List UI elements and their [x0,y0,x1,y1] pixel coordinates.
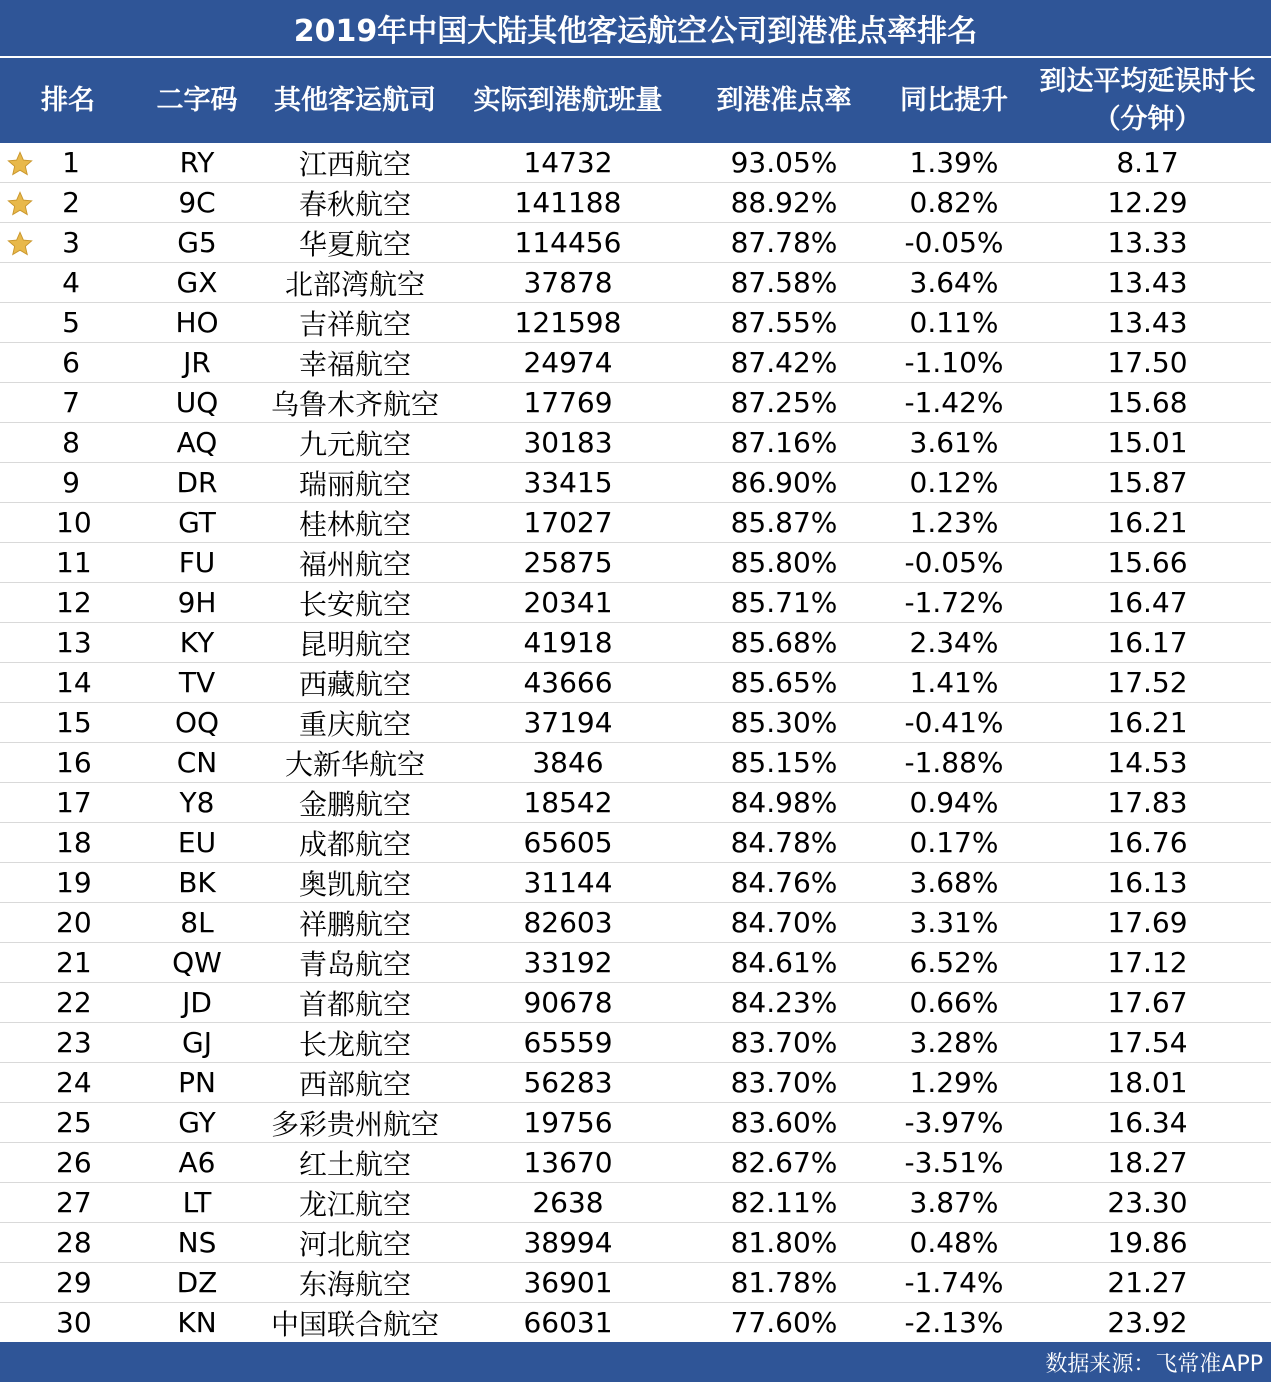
flights-cell: 33192 [523,946,613,979]
airline-cell: 祥鹏航空 [298,907,411,941]
ontime-cell: 82.67% [730,1146,838,1179]
rank-number: 21 [56,946,92,979]
airline-cell: 春秋航空 [298,187,411,221]
ontime-cell: 87.25% [730,386,838,419]
rank-number: 20 [56,906,92,939]
airline-cell: 乌鲁木齐航空 [270,387,439,421]
code-cell: 9C [178,186,216,219]
delay-cell: 13.43 [1107,306,1188,339]
rank-cell [0,263,136,302]
delay-cell: 23.30 [1107,1186,1188,1219]
flights-cell: 36901 [523,1266,613,1299]
table-row [0,1023,1271,1063]
code-cell: GJ [182,1026,212,1059]
table-row [0,1263,1271,1303]
airline-cell: 西藏航空 [298,667,411,701]
yoy-cell: -3.97% [904,1106,1004,1139]
code-cell: A6 [178,1146,216,1179]
delay-cell: 13.43 [1107,266,1188,299]
rank-number: 25 [56,1106,92,1139]
flights-cell: 20341 [523,586,613,619]
flights-cell: 31144 [523,866,613,899]
table-title: 2019年中国大陆其他客运航空公司到港准点率排名 [0,0,1271,58]
rank-cell [0,383,136,422]
flights-cell: 56283 [523,1066,613,1099]
rank-cell [0,983,136,1022]
delay-cell: 17.83 [1107,786,1188,819]
rank-cell [0,1303,136,1342]
yoy-cell: 0.66% [909,986,999,1019]
rank-number: 26 [56,1146,92,1179]
table-body [0,143,1271,1343]
airline-cell: 中国联合航空 [270,1307,439,1341]
header-delay [1024,58,1271,143]
ontime-cell: 81.78% [730,1266,838,1299]
table-row [0,703,1271,743]
rank-cell [0,503,136,542]
delay-cell: 21.27 [1107,1266,1188,1299]
flights-cell: 18542 [523,786,613,819]
airline-cell: 幸福航空 [298,347,411,381]
ontime-cell: 84.70% [730,906,838,939]
airline-cell: 北部湾航空 [284,267,425,301]
table-row [0,343,1271,383]
flights-cell: 114456 [514,226,622,259]
rank-number: 22 [56,986,92,1019]
yoy-cell: 0.48% [909,1226,999,1259]
ontime-cell: 88.92% [730,186,838,219]
ontime-cell: 84.76% [730,866,838,899]
ontime-cell: 85.80% [730,546,838,579]
star-icon [6,150,34,178]
flights-cell: 2638 [532,1186,604,1219]
flights-cell: 38994 [523,1226,613,1259]
code-cell: G5 [177,226,217,259]
code-cell: KN [177,1306,217,1339]
table-row [0,503,1271,543]
code-cell: Y8 [179,786,215,819]
delay-cell: 17.50 [1107,346,1188,379]
yoy-cell: -0.05% [904,546,1004,579]
ontime-cell: 81.80% [730,1226,838,1259]
table-row [0,1063,1271,1103]
delay-cell: 14.53 [1107,746,1188,779]
flights-cell: 90678 [523,986,613,1019]
flights-cell: 121598 [514,306,622,339]
table-row [0,543,1271,583]
code-cell: LT [182,1186,212,1219]
delay-cell: 16.21 [1107,706,1188,739]
flights-cell: 65559 [523,1026,613,1059]
ontime-cell: 85.30% [730,706,838,739]
delay-cell: 17.69 [1107,906,1188,939]
ontime-cell: 87.78% [730,226,838,259]
code-cell: AQ [176,426,218,459]
rank-number: 28 [56,1226,92,1259]
rank-number: 15 [56,706,92,739]
flights-cell: 41918 [523,626,613,659]
yoy-cell: -1.10% [904,346,1004,379]
yoy-cell: 0.11% [909,306,999,339]
rank-cell [0,423,136,462]
rank-number: 3 [62,226,80,259]
rank-number: 29 [56,1266,92,1299]
table-row [0,823,1271,863]
code-cell: OQ [174,706,220,739]
rank-cell [0,743,136,782]
code-cell: DR [176,466,218,499]
table-row [0,943,1271,983]
table-row [0,1303,1271,1343]
rank-cell [0,623,136,662]
table-row [0,1103,1271,1143]
table-row [0,863,1271,903]
code-cell: RY [179,146,215,179]
table-row [0,143,1271,183]
yoy-cell: 3.61% [909,426,999,459]
table-row [0,983,1271,1023]
airline-cell: 重庆航空 [298,707,411,741]
code-cell: NS [177,1226,217,1259]
rank-number: 24 [56,1066,92,1099]
rank-number: 12 [56,586,92,619]
delay-cell: 16.21 [1107,506,1188,539]
ontime-cell: 85.87% [730,506,838,539]
table-row [0,1143,1271,1183]
ontime-cell: 85.71% [730,586,838,619]
rank-cell [0,1103,136,1142]
table-row [0,623,1271,663]
header-delay-line1: 到达平均延误时长 [1039,65,1256,97]
yoy-cell: 3.68% [909,866,999,899]
rank-number: 19 [56,866,92,899]
ontime-cell: 87.55% [730,306,838,339]
rank-number: 7 [62,386,80,419]
ontime-cell: 77.60% [730,1306,838,1339]
airline-cell: 成都航空 [298,827,411,861]
airline-cell: 青岛航空 [298,947,411,981]
rank-cell [0,543,136,582]
rank-cell [0,863,136,902]
table-row [0,423,1271,463]
table-row [0,1223,1271,1263]
delay-cell: 15.68 [1107,386,1188,419]
table-row [0,223,1271,263]
yoy-cell: 3.31% [909,906,999,939]
rank-cell [0,1183,136,1222]
airline-cell: 金鹏航空 [298,787,411,821]
airline-cell: 瑞丽航空 [298,467,411,501]
ontime-cell: 83.70% [730,1026,838,1059]
code-cell: BK [178,866,216,899]
flights-cell: 17027 [523,506,613,539]
flights-cell: 66031 [523,1306,613,1339]
rank-cell [0,463,136,502]
code-cell: HO [175,306,219,339]
table-row [0,663,1271,703]
rank-cell [0,183,136,222]
rank-cell [0,143,136,182]
delay-cell: 17.67 [1107,986,1188,1019]
code-cell: FU [178,546,216,579]
rank-cell [0,903,136,942]
airline-cell: 西部航空 [298,1067,411,1101]
yoy-cell: 3.28% [909,1026,999,1059]
code-cell: 8L [180,906,214,939]
ontime-cell: 93.05% [730,146,838,179]
airline-cell: 江西航空 [298,147,411,181]
delay-cell: 16.47 [1107,586,1188,619]
flights-cell: 141188 [514,186,622,219]
airline-cell: 吉祥航空 [298,307,411,341]
delay-cell: 18.27 [1107,1146,1188,1179]
delay-cell: 18.01 [1107,1066,1188,1099]
delay-cell: 15.66 [1107,546,1188,579]
rank-number: 6 [62,346,80,379]
yoy-cell: -1.72% [904,586,1004,619]
code-cell: EU [177,826,217,859]
rank-cell [0,303,136,342]
rank-number: 8 [62,426,80,459]
ontime-cell: 84.78% [730,826,838,859]
yoy-cell: -1.74% [904,1266,1004,1299]
flights-cell: 43666 [523,666,613,699]
delay-cell: 16.13 [1107,866,1188,899]
yoy-cell: 3.87% [909,1186,999,1219]
airline-cell: 华夏航空 [298,227,411,261]
rank-cell [0,1143,136,1182]
rank-cell [0,583,136,622]
rank-cell [0,1063,136,1102]
rank-number: 16 [56,746,92,779]
table-row [0,383,1271,423]
yoy-cell: 2.34% [909,626,999,659]
table-row [0,583,1271,623]
header-code: 二字码 [156,84,238,116]
airline-cell: 九元航空 [298,427,411,461]
yoy-cell: 1.23% [909,506,999,539]
table-row [0,183,1271,223]
flights-cell: 30183 [523,426,613,459]
code-cell: JR [183,346,211,379]
flights-cell: 14732 [523,146,613,179]
code-cell: GY [178,1106,216,1139]
flights-cell: 33415 [523,466,613,499]
flights-cell: 19756 [523,1106,613,1139]
delay-cell: 13.33 [1107,226,1188,259]
airline-cell: 桂林航空 [298,507,411,541]
code-cell: 9H [177,586,217,619]
delay-cell: 16.34 [1107,1106,1188,1139]
yoy-cell: 1.39% [909,146,999,179]
airline-cell: 首都航空 [298,987,411,1021]
yoy-cell: -1.88% [904,746,1004,779]
ontime-cell: 87.42% [730,346,838,379]
ontime-cell: 86.90% [730,466,838,499]
rank-number: 23 [56,1026,92,1059]
header-airline: 其他客运航司 [274,84,436,116]
table-row [0,783,1271,823]
rank-cell [0,1023,136,1062]
delay-cell: 17.54 [1107,1026,1188,1059]
delay-cell: 17.52 [1107,666,1188,699]
ontime-cell: 87.16% [730,426,838,459]
table-row [0,743,1271,783]
code-cell: QW [172,946,222,979]
ontime-cell: 83.60% [730,1106,838,1139]
table-row [0,263,1271,303]
delay-cell: 8.17 [1116,146,1179,179]
data-source: 数据来源：飞常准APP [0,1342,1271,1382]
rank-number: 18 [56,826,92,859]
rank-number: 13 [56,626,92,659]
rank-cell [0,663,136,702]
airline-cell: 福州航空 [298,547,411,581]
airline-cell: 昆明航空 [298,627,411,661]
rank-number: 4 [62,266,80,299]
rank-cell [0,943,136,982]
yoy-cell: 0.12% [909,466,999,499]
yoy-cell: 1.41% [909,666,999,699]
delay-cell: 17.12 [1107,946,1188,979]
delay-cell: 15.87 [1107,466,1188,499]
ontime-cell: 83.70% [730,1066,838,1099]
code-cell: KY [179,626,215,659]
airline-cell: 红土航空 [298,1147,411,1181]
flights-cell: 13670 [523,1146,613,1179]
table-row [0,1183,1271,1223]
airline-cell: 大新华航空 [284,747,425,781]
header-delay-line2: （分钟） [1093,103,1202,135]
star-icon [6,230,34,258]
rank-cell [0,343,136,382]
delay-cell: 19.86 [1107,1226,1188,1259]
code-cell: DZ [176,1266,218,1299]
airline-cell: 龙江航空 [298,1187,411,1221]
rank-cell [0,223,136,262]
rank-cell [0,1223,136,1262]
rank-number: 5 [62,306,80,339]
ontime-cell: 85.15% [730,746,838,779]
yoy-cell: -0.05% [904,226,1004,259]
rank-number: 27 [56,1186,92,1219]
yoy-cell: -2.13% [904,1306,1004,1339]
header-ontime: 到港准点率 [716,84,852,116]
ontime-cell: 85.65% [730,666,838,699]
rank-cell [0,703,136,742]
flights-cell: 37878 [523,266,613,299]
airline-cell: 长龙航空 [298,1027,411,1061]
ontime-cell: 85.68% [730,626,838,659]
yoy-cell: 6.52% [909,946,999,979]
delay-cell: 15.01 [1107,426,1188,459]
rank-number: 14 [56,666,92,699]
yoy-cell: 1.29% [909,1066,999,1099]
delay-cell: 16.17 [1107,626,1188,659]
yoy-cell: 0.94% [909,786,999,819]
code-cell: PN [178,1066,216,1099]
airline-cell: 奥凯航空 [298,867,411,901]
yoy-cell: -1.42% [904,386,1004,419]
yoy-cell: -0.41% [904,706,1004,739]
rank-number: 11 [56,546,92,579]
header-flights: 实际到港航班量 [473,84,663,116]
yoy-cell: -3.51% [904,1146,1004,1179]
ontime-cell: 84.61% [730,946,838,979]
code-cell: JD [182,986,212,1019]
code-cell: TV [178,666,216,699]
header-rank: 排名 [41,84,95,116]
code-cell: UQ [175,386,219,419]
delay-cell: 12.29 [1107,186,1188,219]
delay-cell: 23.92 [1107,1306,1188,1339]
airline-cell: 长安航空 [298,587,411,621]
table-row [0,903,1271,943]
code-cell: GX [176,266,218,299]
yoy-cell: 0.17% [909,826,999,859]
ontime-cell: 84.98% [730,786,838,819]
ontime-cell: 82.11% [730,1186,838,1219]
airline-cell: 东海航空 [298,1267,411,1301]
table-row [0,303,1271,343]
flights-cell: 24974 [523,346,613,379]
rank-number: 2 [62,186,80,219]
yoy-cell: 3.64% [909,266,999,299]
ontime-cell: 87.58% [730,266,838,299]
rank-number: 1 [62,146,80,179]
table-header [0,58,1271,143]
code-cell: CN [176,746,218,779]
airline-cell: 多彩贵州航空 [270,1107,439,1141]
rank-cell [0,783,136,822]
ontime-cell: 84.23% [730,986,838,1019]
delay-cell: 16.76 [1107,826,1188,859]
flights-cell: 3846 [532,746,604,779]
yoy-cell: 0.82% [909,186,999,219]
flights-cell: 37194 [523,706,613,739]
flights-cell: 65605 [523,826,613,859]
flights-cell: 25875 [523,546,613,579]
table-row [0,463,1271,503]
flights-cell: 82603 [523,906,613,939]
airline-cell: 河北航空 [298,1227,411,1261]
code-cell: GT [178,506,216,539]
rank-number: 17 [56,786,92,819]
flights-cell: 17769 [523,386,613,419]
star-icon [6,190,34,218]
rank-cell [0,1263,136,1302]
header-yoy: 同比提升 [900,84,1008,116]
rank-cell [0,823,136,862]
rank-number: 10 [56,506,92,539]
rank-number: 9 [62,466,80,499]
rank-number: 30 [56,1306,92,1339]
